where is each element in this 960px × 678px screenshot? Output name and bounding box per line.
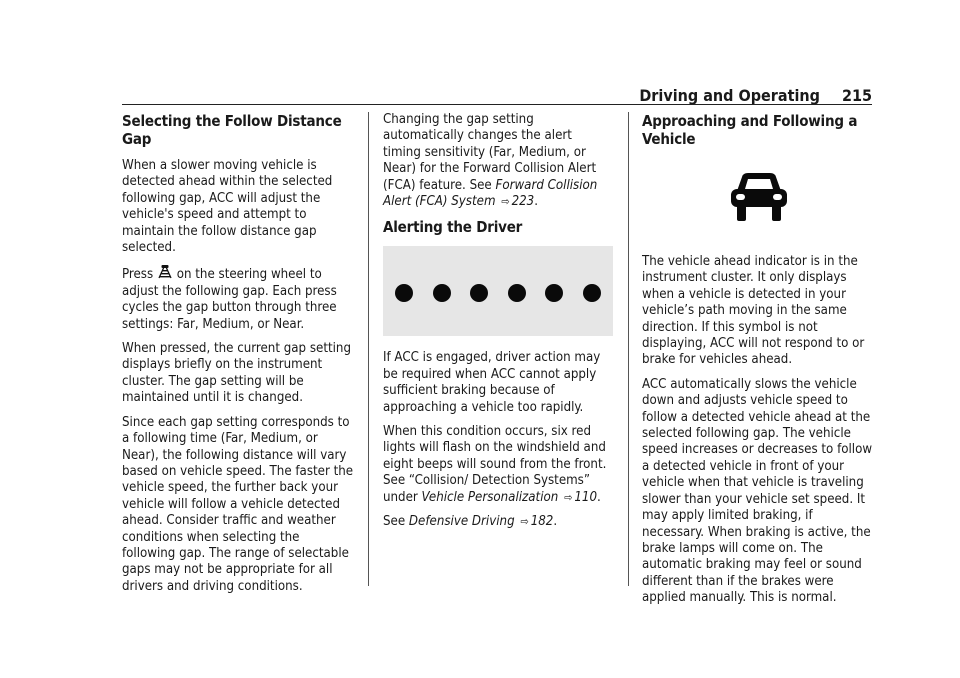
cross-reference-link[interactable]: Defensive Driving: [408, 514, 515, 530]
alert-lights-illustration: [383, 246, 613, 336]
page-ref[interactable]: 223: [511, 194, 535, 210]
alert-lights-row: [395, 284, 601, 302]
page-ref[interactable]: 182: [530, 514, 554, 530]
paragraph: When this condition occurs, six red lights will flash on the windshield and eight beeps will sound from the front. See “Collision/ Detection Systems” under Vehicle Personalization ⇨ 110.: [383, 424, 607, 505]
alert-light-icon: [395, 284, 413, 302]
alert-light-icon: [508, 284, 526, 302]
section-heading: Approaching and Following a Vehicle: [642, 112, 858, 148]
alert-light-icon: [583, 284, 601, 302]
paragraph: When pressed, the current gap setting displays briefly on the instrument cluster. The gap setting will be maintained until it is changed.: [122, 341, 351, 406]
paragraph: See Defensive Driving ⇨ 182.: [383, 514, 558, 530]
column-1: [122, 112, 354, 603]
column-divider: [628, 112, 629, 586]
section-title: Driving and Operating: [639, 86, 820, 105]
section-heading: Selecting the Follow Distance Gap: [122, 112, 342, 148]
header-rule: [122, 104, 872, 105]
paragraph: The vehicle ahead indicator is in the instrument cluster. It only displays when a vehicle is detected in your vehicle’s path moving in the same direction. If this symbol is not displaying, ACC will not respond to or brake for vehicles ahead.: [642, 254, 865, 368]
page-ref[interactable]: 110: [574, 489, 597, 505]
paragraph: Press on the steering wheel to adjust the following gap. Each press cycles the gap button through three settings: Far, Medium, or Near.: [122, 264, 354, 333]
paragraph: ACC automatically slows the vehicle down and adjusts vehicle speed to follow a detected vehicle ahead at the selected following gap. The vehicle speed increases or decreases to follow a detected vehicle in front of your vehicle when that vehicle is traveling slower than your vehicle set speed. It may apply limited braking, if necessary. When braking is active, the brake lamps will come on. The automatic braking may feel or sound different than if the brakes were applied manually. This is normal.: [642, 376, 873, 606]
follow-gap-icon: [157, 264, 173, 280]
column-divider: [368, 112, 369, 586]
cross-reference-link[interactable]: Vehicle Personalization: [421, 489, 559, 505]
page-ref-arrow-icon: ⇨: [564, 490, 573, 504]
vehicle-ahead-indicator: [642, 162, 876, 232]
page-ref-arrow-icon: ⇨: [520, 515, 529, 529]
running-header: [639, 86, 872, 105]
page-number: 215: [841, 86, 872, 105]
column-2: [383, 112, 613, 539]
paragraph: Since each gap setting corresponds to a following time (Far, Medium, or Near), the following distance will vary based on vehicle speed. The faster the vehicle speed, the further back your vehicle will follow a vehicle detected ahead. Consider traffic and weather conditions when selecting the following gap. The range of selectable gaps may not be appropriate for all drivers and driving conditions.: [122, 414, 354, 594]
vehicle-ahead-icon: [727, 171, 791, 223]
paragraph: When a slower moving vehicle is detected ahead within the selected following gap, ACC will adjust the vehicle's speed and attempt to maintain the follow distance gap selected.: [122, 158, 333, 256]
paragraph: If ACC is engaged, driver action may be required when ACC cannot apply sufficient braking because of approaching a vehicle too rapidly.: [383, 350, 601, 415]
page-ref-arrow-icon: ⇨: [501, 195, 510, 209]
cross-reference-link[interactable]: Forward Collision Alert (FCA) System: [383, 177, 598, 210]
column-3: [642, 112, 876, 615]
alert-light-icon: [545, 284, 563, 302]
section-heading: Alerting the Driver: [383, 218, 523, 237]
alert-light-icon: [470, 284, 488, 302]
paragraph: Changing the gap setting automatically changes the alert timing sensitivity (Far, Medium, or Near) for the Forward Collision Alert (FCA) feature. See Forward Collision Alert (FCA) System ⇨ 223.: [383, 112, 598, 210]
alert-light-icon: [433, 284, 451, 302]
